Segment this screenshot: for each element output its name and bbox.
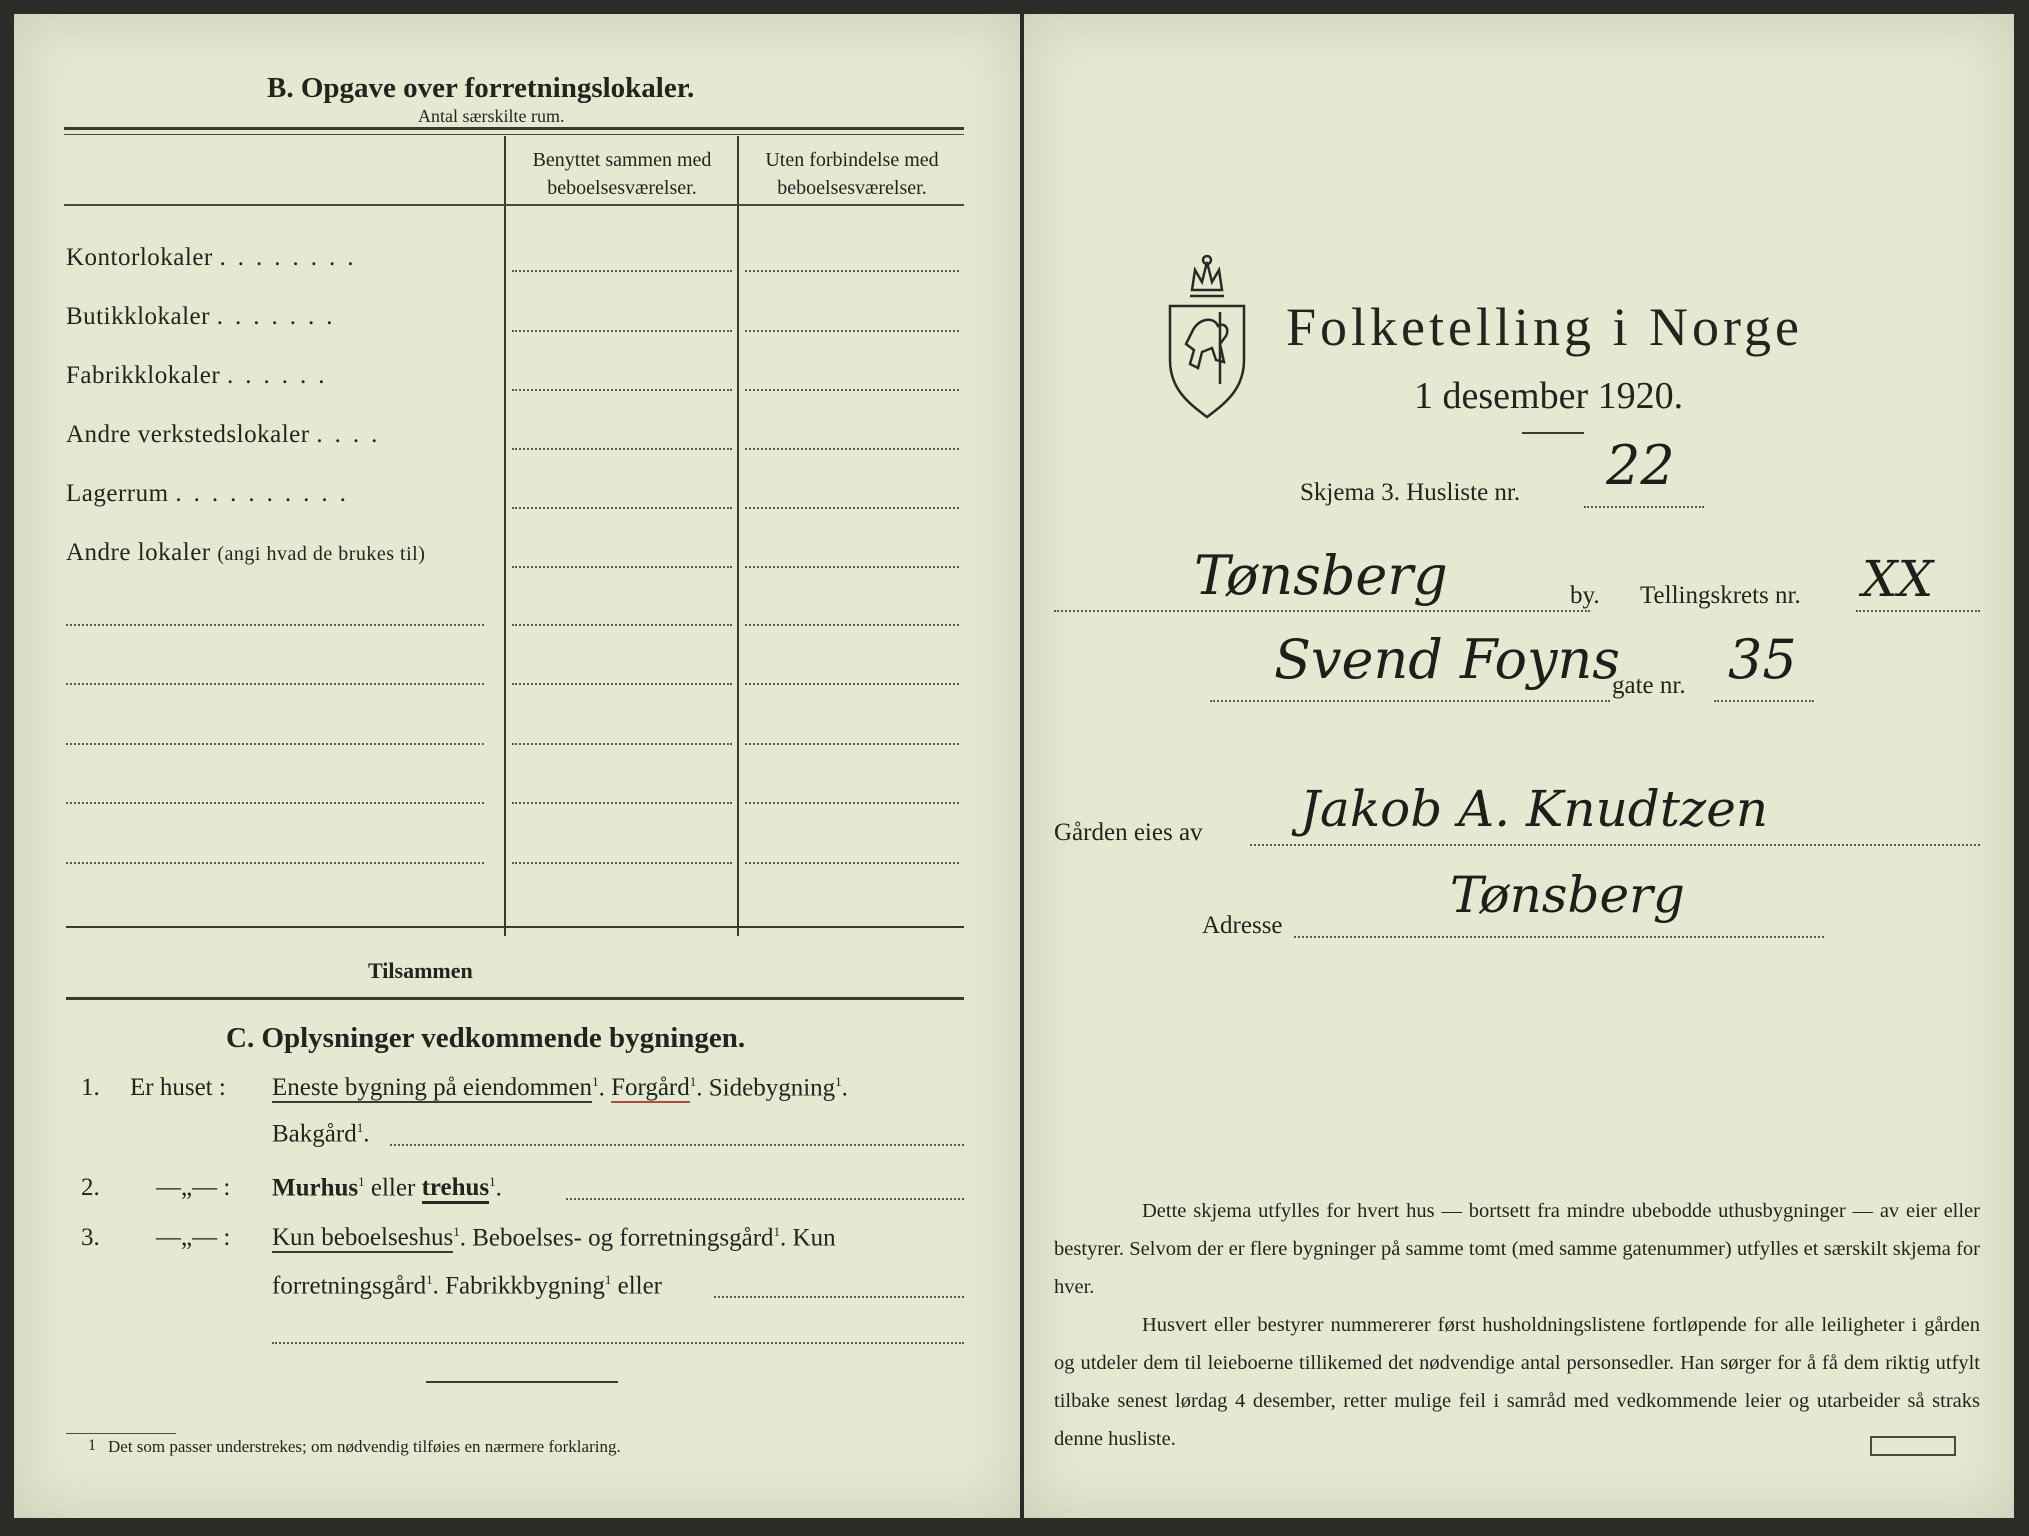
cell-line <box>512 862 732 864</box>
gate-value: Svend Foyns <box>1274 628 1620 691</box>
gate-number: 35 <box>1728 628 1797 691</box>
q3-opt-kun-beboelseshus: Kun beboelseshus <box>272 1224 454 1252</box>
sup: 1 <box>773 1224 781 1239</box>
row-butikklokaler <box>66 303 344 331</box>
closing-rule <box>426 1381 618 1383</box>
gate-nr-line <box>1714 700 1814 702</box>
row-label-text: Andre verkstedslokaler <box>66 421 310 448</box>
top-rule <box>64 127 964 130</box>
col-header-shared-line2: beboelsesværelser. <box>547 177 697 199</box>
tellingskrets-value: XX <box>1862 550 1934 608</box>
sup: 1 <box>604 1272 612 1287</box>
col-header-separate <box>741 146 963 202</box>
col-header-separate-line1: Uten forbindelse med <box>765 149 939 171</box>
tellingskrets-label: Tellingskrets nr. <box>1640 582 1801 609</box>
q1-fill-line <box>390 1144 964 1146</box>
sup: 1 <box>835 1074 842 1089</box>
cell-line <box>512 448 732 450</box>
cell-line <box>512 802 732 804</box>
eier-value: Jakob A. Knudtzen <box>1300 780 1769 838</box>
row-leaders: .......... <box>175 480 358 507</box>
cell-line <box>512 624 732 626</box>
eier-label: Gården eies av <box>1054 819 1203 846</box>
sup: 1 <box>356 1120 364 1135</box>
q3-opt-beboelses-forretning: Beboelses- og forretningsgård <box>472 1224 774 1252</box>
cell-line <box>512 330 732 332</box>
blank-line <box>66 743 484 745</box>
row-lagerrum <box>66 480 358 508</box>
cell-line <box>745 507 959 509</box>
q3-fill-line <box>714 1296 964 1298</box>
row-leaders: ........ <box>219 244 366 271</box>
total-bottom-rule <box>66 997 964 1000</box>
row-label-text: Kontorlokaler <box>66 244 213 271</box>
q2-opt-trehus: trehus <box>422 1174 490 1204</box>
cell-line <box>512 389 732 391</box>
total-label: Tilsammen <box>368 958 473 983</box>
cell-line <box>745 566 959 568</box>
q2-number: 2. <box>81 1174 100 1201</box>
row-label-text: Fabrikklokaler <box>66 362 221 389</box>
date-rule <box>1522 432 1584 434</box>
q3-options-line2: forretningsgård$^1$. Fabrikkbygning$^1$ eller <box>272 1272 663 1300</box>
right-page <box>1024 14 2014 1518</box>
section-b-title: B. Opgave over forretningslokaler. <box>267 72 695 104</box>
cell-line <box>745 802 959 804</box>
cell-line <box>745 862 959 864</box>
gate-label: gate nr. <box>1612 672 1686 699</box>
cell-line <box>745 683 959 685</box>
sup: 1 <box>426 1272 433 1287</box>
q1-opt-bakgard: Bakgård$^1$. <box>272 1120 370 1148</box>
cell-line <box>512 743 732 745</box>
blank-line <box>66 862 484 864</box>
q1-options: Eneste bygning på eiendommen$^1$. Forgård$^1$. Sidebygning$^1$. <box>272 1074 848 1102</box>
cell-line <box>512 270 732 272</box>
q3-extra-line <box>272 1342 964 1344</box>
col-header-shared-line1: Benyttet sammen med <box>532 149 712 171</box>
q1-opt-forgard: Forgård <box>611 1074 690 1102</box>
adresse-line <box>1294 936 1824 938</box>
q1-number: 1. <box>81 1074 100 1101</box>
q2-mid: eller <box>370 1174 416 1202</box>
tellingskrets-line <box>1856 610 1980 612</box>
q1-opt-eneste: Eneste bygning på eiendommen <box>272 1074 593 1102</box>
adresse-label: Adresse <box>1202 912 1283 939</box>
section-b-subtitle: Antal særskilte rum. <box>418 106 565 126</box>
eier-line <box>1250 844 1980 846</box>
section-c-title: C. Oplysninger vedkommende bygningen. <box>226 1022 746 1054</box>
sup: 1 <box>689 1074 697 1089</box>
column-divider-2 <box>737 136 739 936</box>
form-title: Folketelling i Norge <box>1286 297 1803 357</box>
cell-line <box>745 389 959 391</box>
q3-lead: —„— : <box>156 1224 231 1251</box>
instructions-paragraph-1: Dette skjema utfylles for hvert hus — bortsett fra mindre ubebodde uthusbygninger — av eier eller bestyrer. Selvom der er flere bygninger på samme tomt (med samme gatenummer) utfylles et særskilt skjema for hver. <box>1054 1200 1980 1298</box>
cell-line <box>512 566 732 568</box>
row-label-text: Lagerrum <box>66 480 169 507</box>
top-rule-thin <box>64 134 964 135</box>
blank-line <box>66 683 484 685</box>
footnote-mark: 1 <box>88 1437 96 1454</box>
row-label-text: Andre lokaler <box>66 539 211 566</box>
header-bottom-rule <box>64 204 964 206</box>
blank-line <box>66 624 484 626</box>
row-andre-lokaler <box>66 539 425 567</box>
row-leaders: ....... <box>216 303 345 330</box>
cell-line <box>745 448 959 450</box>
q2-opt-murhus: Murhus <box>272 1174 359 1202</box>
q2-lead: —„— : <box>156 1174 231 1201</box>
sup: 1 <box>453 1224 460 1239</box>
q3-opt-fabrikkbygning: Fabrikkbygning <box>445 1272 605 1300</box>
cell-line <box>512 683 732 685</box>
sup: 1 <box>489 1174 496 1189</box>
col-header-shared <box>508 146 736 202</box>
q2-fill-line <box>566 1198 964 1200</box>
by-value: Tønsberg <box>1194 544 1448 607</box>
q1-lead: Er huset : <box>130 1074 226 1101</box>
col-header-separate-line2: beboelsesværelser. <box>777 177 927 199</box>
left-page <box>14 14 1020 1518</box>
q3-opt-forretningsgard: forretningsgård <box>272 1272 427 1300</box>
sup: 1 <box>592 1074 599 1089</box>
row-label-text: Butikklokaler <box>66 303 210 330</box>
footnote: Det som passer understrekes; om nødvendig tilføies en nærmere forklaring. <box>108 1437 621 1456</box>
cell-line <box>745 330 959 332</box>
norwegian-coat-of-arms-icon <box>1162 252 1252 422</box>
cell-line <box>745 743 959 745</box>
printer-stamp-icon <box>1870 1436 1956 1456</box>
adresse-value: Tønsberg <box>1450 866 1685 924</box>
row-leaders: ...... <box>226 362 337 389</box>
cell-line <box>745 270 959 272</box>
skjema-label: Skjema 3. Husliste nr. <box>1300 479 1521 506</box>
form-date: 1 desember 1920. <box>1414 375 1684 417</box>
row-fabrikklokaler <box>66 362 336 390</box>
cell-line <box>745 624 959 626</box>
husliste-line <box>1584 506 1704 508</box>
q1-opt-sidebygning: Sidebygning <box>708 1074 836 1102</box>
total-top-rule <box>66 926 964 928</box>
blank-line <box>66 802 484 804</box>
sup: 1 <box>358 1174 365 1189</box>
q3-opt-kun: Kun <box>792 1224 836 1252</box>
row-andre-verkstedslokaler <box>66 421 389 449</box>
by-label: by. <box>1570 582 1600 609</box>
q1-opt-bakgard-text: Bakgård <box>272 1120 357 1148</box>
footnote-rule <box>66 1433 176 1434</box>
q3-options: Kun beboelseshus$^1$. Beboelses- og forretningsgård$^1$. Kun <box>272 1224 836 1252</box>
by-line <box>1054 610 1590 612</box>
row-leaders: .... <box>316 421 390 448</box>
cell-line <box>512 507 732 509</box>
gate-line <box>1210 700 1610 702</box>
husliste-number: 22 <box>1606 434 1675 497</box>
row-kontorlokaler <box>66 244 365 272</box>
instructions-paragraph-2: Husvert eller bestyrer nummererer først husholdningslistene fortløpende for alle leiligheter i gården og utdeler dem til leieboerne tillikemed det nødvendige antal personsedler. Han sørger for å få dem riktig utfylt tilbake senest lørdag 4 desember, retter mulige feil i samråd med vedkommende leier og utarbeider så straks denne husliste. <box>1054 1314 1980 1450</box>
column-divider-1 <box>504 136 506 936</box>
q3-number: 3. <box>81 1224 100 1251</box>
q2-options: Murhus$^1$ eller trehus$^1$. <box>272 1174 502 1202</box>
q3-tail: eller <box>617 1272 663 1300</box>
row-note: (angi hvad de brukes til) <box>217 543 426 565</box>
